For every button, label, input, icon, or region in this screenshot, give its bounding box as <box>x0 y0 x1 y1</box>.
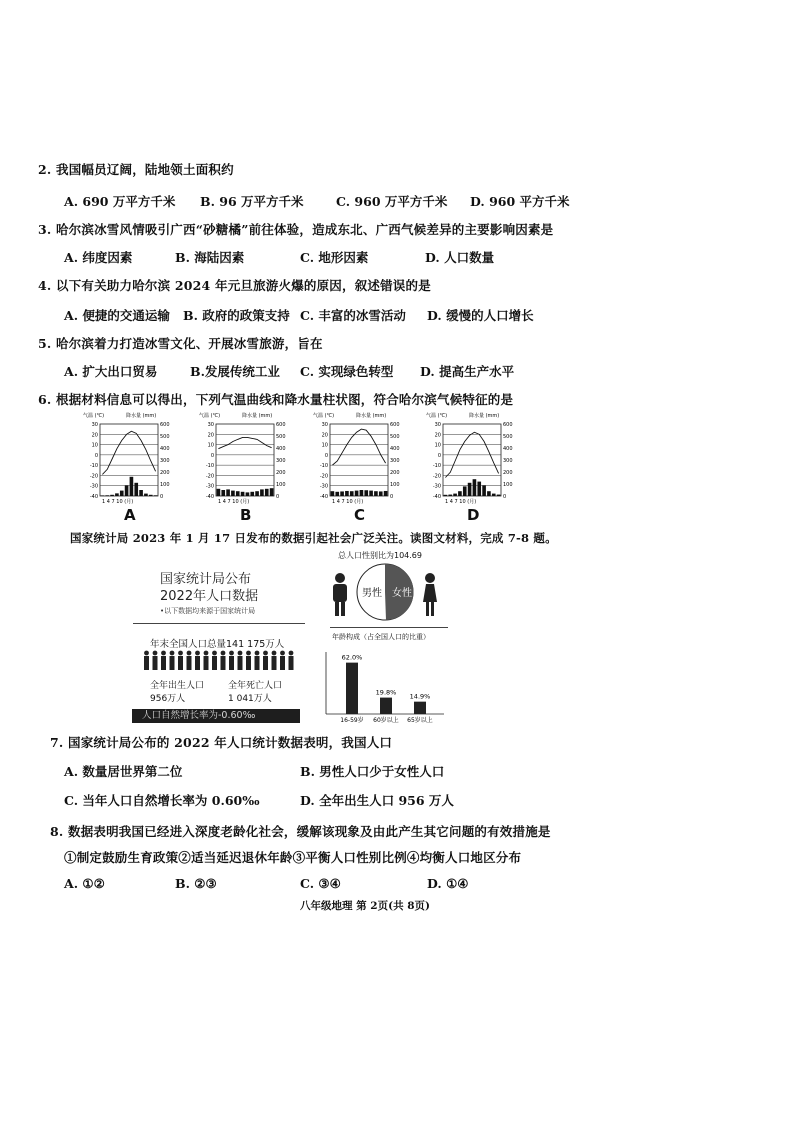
q5-option-c: C. 实现绿色转型 <box>300 364 394 379</box>
q3-option-d: D. 人口数量 <box>425 250 495 265</box>
person-icon-body <box>263 656 268 670</box>
births-value: 956万人 <box>150 694 186 704</box>
q5-option-d: D. 提高生产水平 <box>420 364 515 379</box>
temp-axis-header: 气温 (℃) <box>83 413 105 419</box>
precip-bar <box>144 494 148 496</box>
person-icon <box>272 651 277 656</box>
temp-tick: 30 <box>321 422 328 428</box>
precip-bar <box>473 479 477 496</box>
precip-tick: 400 <box>503 446 513 452</box>
person-icon <box>212 651 217 656</box>
climate-chart-d <box>425 410 521 510</box>
precip-tick: 0 <box>503 494 507 500</box>
precip-bar <box>149 495 153 496</box>
precip-bar <box>379 491 383 496</box>
age-bar-value: 14.9% <box>409 692 431 701</box>
pie-male-label: 男性 <box>362 584 382 599</box>
precip-bar <box>221 490 225 496</box>
person-icon-body <box>280 656 285 670</box>
precip-tick: 400 <box>276 446 286 452</box>
temp-tick: 30 <box>207 422 214 428</box>
temp-tick: 0 <box>324 452 328 459</box>
info-title-1: 国家统计局公布 <box>160 572 252 587</box>
precip-bar <box>105 495 109 496</box>
temp-tick: -30 <box>432 483 441 490</box>
q6-stem: 6. 根据材料信息可以得出，下列气温曲线和降水量柱状图，符合哈尔滨气候特征的是 <box>38 392 514 407</box>
precip-tick: 0 <box>390 494 394 500</box>
person-icon-body <box>195 656 200 670</box>
q3-option-b: B. 海陆因素 <box>175 250 245 265</box>
q4-option-c: C. 丰富的冰雪活动 <box>300 308 406 323</box>
precip-bar <box>101 495 105 496</box>
q5-option-b: B.发展传统工业 <box>190 364 280 379</box>
temp-tick: 10 <box>91 442 98 449</box>
month-ticks: 1 4 7 10 (月) <box>102 499 134 505</box>
temp-tick: -20 <box>432 473 441 480</box>
sex-ratio-label: 总人口性别比为104.69 <box>338 551 422 560</box>
age-divider <box>330 627 448 628</box>
person-icon <box>289 651 294 656</box>
temp-tick: -40 <box>319 494 328 500</box>
precip-bar <box>453 494 457 496</box>
person-icon-body <box>178 656 183 670</box>
person-icon-body <box>229 656 234 670</box>
temp-tick: -20 <box>319 473 328 480</box>
page-footer: 八年级地理 第 2页(共 8页) <box>300 900 431 912</box>
person-icon <box>178 651 183 656</box>
precip-tick: 100 <box>160 482 170 488</box>
temp-curve <box>218 437 271 448</box>
person-icon <box>153 651 158 656</box>
plot-frame <box>100 424 158 496</box>
precip-bar <box>340 491 344 496</box>
person-icon <box>229 651 234 656</box>
temp-tick: 10 <box>321 442 328 449</box>
precip-bar <box>246 492 250 496</box>
q8-statements: ①制定鼓励生育政策②适当延迟退休年龄③平衡人口性别比例④均衡人口地区分布 <box>64 850 522 865</box>
precip-tick: 0 <box>276 494 280 500</box>
precip-bar <box>477 482 481 496</box>
person-icon-body <box>187 656 192 670</box>
climate-chart-c <box>312 410 408 510</box>
precip-bar <box>458 491 462 496</box>
climate-chart-b <box>198 410 294 510</box>
precip-bar <box>231 491 235 496</box>
temp-tick: -30 <box>319 483 328 490</box>
precip-bar <box>487 491 491 496</box>
female-figure-icon <box>423 573 437 616</box>
climate-chart-a <box>82 410 178 510</box>
q4-stem: 4. 以下有关助力哈尔滨 2024 年元旦旅游火爆的原因，叙述错误的是 <box>38 278 431 293</box>
precip-bar <box>115 493 119 496</box>
person-icon <box>161 651 166 656</box>
person-icon-body <box>204 656 209 670</box>
precip-tick: 500 <box>503 434 513 440</box>
precip-bar <box>374 491 378 496</box>
material-intro: 国家统计局 2023 年 1 月 17 日发布的数据引起社会广泛关注。读图文材料，完成 7-8 题。 <box>70 531 557 545</box>
precip-bar <box>241 492 245 496</box>
temp-tick: 0 <box>94 452 98 459</box>
sex-ratio-pie <box>320 560 450 630</box>
precip-tick: 300 <box>390 458 400 464</box>
q7-option-a: A. 数量居世界第二位 <box>64 764 183 779</box>
climate-chart-label: B <box>240 506 252 524</box>
temp-axis-header: 气温 (℃) <box>199 413 221 419</box>
deaths-value: 1 041万人 <box>228 694 272 704</box>
q5-option-a: A. 扩大出口贸易 <box>64 364 158 379</box>
precip-bar <box>154 495 158 496</box>
deaths-label: 全年死亡人口 <box>228 681 283 691</box>
temp-tick: -40 <box>205 494 214 500</box>
precip-tick: 200 <box>160 470 170 476</box>
temp-tick: -10 <box>432 463 441 470</box>
precip-bar <box>360 490 364 496</box>
plot-frame <box>216 424 274 496</box>
precip-tick: 600 <box>390 422 400 428</box>
temp-tick: -10 <box>319 463 328 470</box>
precip-tick: 600 <box>503 422 513 428</box>
temp-tick: -30 <box>89 483 98 490</box>
precip-axis-header: 降水量 (mm) <box>242 413 273 419</box>
q8-option-b: B. ②③ <box>175 876 217 891</box>
precip-tick: 600 <box>276 422 286 428</box>
person-icon <box>263 651 268 656</box>
precip-tick: 300 <box>276 458 286 464</box>
precip-bar <box>345 491 349 496</box>
person-icon-body <box>255 656 260 670</box>
precip-bar <box>335 492 339 496</box>
info-title-2: 2022年人口数据 <box>160 589 259 604</box>
precip-tick: 400 <box>160 446 170 452</box>
temp-tick: 10 <box>434 442 441 449</box>
precip-bar <box>134 483 138 496</box>
temp-tick: 20 <box>434 432 441 439</box>
precip-bar <box>444 495 448 496</box>
q8-option-a: A. ①② <box>64 876 105 891</box>
person-icon-body <box>221 656 226 670</box>
person-icon <box>204 651 209 656</box>
person-icon-body <box>153 656 158 670</box>
age-bar <box>346 663 358 714</box>
q8-option-d: D. ①④ <box>427 876 469 891</box>
temp-tick: 10 <box>207 442 214 449</box>
climate-chart-label: D <box>467 506 480 524</box>
precip-bar <box>125 485 129 496</box>
temp-tick: 0 <box>437 452 441 459</box>
q4-option-d: D. 缓慢的人口增长 <box>427 308 534 323</box>
person-icon-body <box>238 656 243 670</box>
precip-tick: 100 <box>503 482 513 488</box>
month-ticks: 1 4 7 10 (月) <box>445 499 477 505</box>
person-icon <box>170 651 175 656</box>
precip-bar <box>350 491 354 496</box>
precip-bar <box>255 491 259 496</box>
age-bar-category: 60岁以上 <box>373 717 399 724</box>
q3-option-a: A. 纬度因素 <box>64 250 133 265</box>
precip-bar <box>355 491 359 496</box>
age-bar-value: 19.8% <box>375 688 397 697</box>
age-bar-category: 65岁以上 <box>407 717 433 724</box>
q2-option-d: D. 960 平方千米 <box>470 194 570 209</box>
precip-tick: 600 <box>160 422 170 428</box>
precip-bar <box>468 483 472 496</box>
precip-tick: 200 <box>276 470 286 476</box>
q3-option-c: C. 地形因素 <box>300 250 369 265</box>
precip-bar <box>448 495 452 496</box>
q4-option-a: A. 便捷的交通运输 <box>64 308 170 323</box>
precip-tick: 300 <box>160 458 170 464</box>
precip-axis-header: 降水量 (mm) <box>356 413 387 419</box>
q7-stem: 7. 国家统计局公布的 2022 年人口统计数据表明，我国人口 <box>50 735 393 750</box>
q5-stem: 5. 哈尔滨着力打造冰雪文化、开展冰雪旅游，旨在 <box>38 336 323 351</box>
person-icon-body <box>212 656 217 670</box>
temp-tick: 20 <box>321 432 328 439</box>
temp-tick: -10 <box>89 463 98 470</box>
q3-stem: 3. 哈尔滨冰雪风情吸引广西“砂糖橘”前往体验，造成东北、广西气候差异的主要影响因素是 <box>38 222 554 237</box>
temp-tick: -40 <box>432 494 441 500</box>
q7-option-d: D. 全年出生人口 956 万人 <box>300 793 454 808</box>
precip-bar <box>331 491 335 496</box>
growth-banner: 人口自然增长率为-0.60‰ <box>132 709 300 723</box>
temp-tick: 30 <box>91 422 98 428</box>
age-bar <box>380 698 392 714</box>
temp-tick: 20 <box>207 432 214 439</box>
plot-frame <box>330 424 388 496</box>
climate-chart-label: C <box>354 506 366 524</box>
precip-tick: 500 <box>276 434 286 440</box>
q2-option-c: C. 960 万平方千米 <box>336 194 448 209</box>
precip-axis-header: 降水量 (mm) <box>469 413 500 419</box>
male-figure-icon <box>333 573 347 616</box>
q7-option-c: C. 当年人口自然增长率为 0.60‰ <box>64 793 260 808</box>
temp-tick: 20 <box>91 432 98 439</box>
info-note: •以下数据均来源于国家统计局 <box>160 607 256 615</box>
precip-bar <box>265 489 269 496</box>
person-icon-body <box>161 656 166 670</box>
precip-bar <box>497 495 501 496</box>
precip-tick: 200 <box>503 470 513 476</box>
temp-tick: 30 <box>434 422 441 428</box>
q2-option-b: B. 96 万平方千米 <box>200 194 304 209</box>
temp-tick: 0 <box>210 452 214 459</box>
precip-bar <box>139 490 143 496</box>
q8-stem: 8. 数据表明我国已经进入深度老龄化社会，缓解该现象及由此产生其它问题的有效措施是 <box>50 824 551 839</box>
person-icon-body <box>144 656 149 670</box>
person-icon <box>221 651 226 656</box>
precip-tick: 0 <box>160 494 164 500</box>
q8-option-c: C. ③④ <box>300 876 341 891</box>
person-icon <box>187 651 192 656</box>
person-icon <box>255 651 260 656</box>
precip-bar <box>130 477 134 496</box>
precip-bar <box>364 490 368 496</box>
age-title: 年龄构成（占全国人口的比重） <box>332 633 430 641</box>
precip-bar <box>369 491 373 496</box>
temp-tick: -10 <box>205 463 214 470</box>
temp-axis-header: 气温 (℃) <box>426 413 448 419</box>
precip-bar <box>110 495 114 496</box>
q2-stem: 2. 我国幅员辽阔，陆地领土面积约 <box>38 162 234 177</box>
pie-female-label: 女性 <box>392 588 412 599</box>
precip-tick: 400 <box>390 446 400 452</box>
precip-tick: 100 <box>276 482 286 488</box>
temp-tick: -30 <box>205 483 214 490</box>
precip-tick: 100 <box>390 482 400 488</box>
precip-bar <box>236 491 240 496</box>
q7-option-b: B. 男性人口少于女性人口 <box>300 764 445 779</box>
age-bar <box>414 702 426 714</box>
person-icon <box>144 651 149 656</box>
births-label: 全年出生人口 <box>150 681 205 691</box>
person-icon-body <box>246 656 251 670</box>
person-icon <box>238 651 243 656</box>
precip-bar <box>384 491 388 496</box>
person-icon-body <box>272 656 277 670</box>
precip-bar <box>270 488 274 496</box>
temp-curve <box>102 431 155 474</box>
person-icon-body <box>289 656 294 670</box>
people-icons-row <box>140 650 300 672</box>
precip-tick: 500 <box>390 434 400 440</box>
precip-tick: 200 <box>390 470 400 476</box>
precip-bar <box>250 492 254 496</box>
temp-tick: -20 <box>205 473 214 480</box>
info-divider <box>133 623 305 624</box>
age-bar-value: 62.0% <box>341 653 363 662</box>
precip-tick: 300 <box>503 458 513 464</box>
age-bar-chart <box>320 648 450 728</box>
month-ticks: 1 4 7 10 (月) <box>332 499 364 505</box>
person-icon-body <box>170 656 175 670</box>
q2-option-a: A. 690 万平方千米 <box>64 194 176 209</box>
info-total: 年末全国人口总量141 175万人 <box>150 639 285 650</box>
person-icon <box>195 651 200 656</box>
person-icon <box>280 651 285 656</box>
precip-bar <box>260 489 264 496</box>
precip-bar <box>217 489 221 496</box>
precip-bar <box>120 491 124 496</box>
temp-tick: -20 <box>89 473 98 480</box>
month-ticks: 1 4 7 10 (月) <box>218 499 250 505</box>
precip-axis-header: 降水量 (mm) <box>126 413 157 419</box>
precip-bar <box>463 486 467 496</box>
climate-chart-label: A <box>124 506 136 524</box>
person-icon <box>246 651 251 656</box>
temp-tick: -40 <box>89 494 98 500</box>
q4-option-b: B. 政府的政策支持 <box>183 308 290 323</box>
age-bar-category: 16-59岁 <box>340 717 364 724</box>
precip-bar <box>492 494 496 496</box>
precip-bar <box>482 485 486 496</box>
temp-axis-header: 气温 (℃) <box>313 413 335 419</box>
precip-bar <box>226 489 230 496</box>
precip-tick: 500 <box>160 434 170 440</box>
